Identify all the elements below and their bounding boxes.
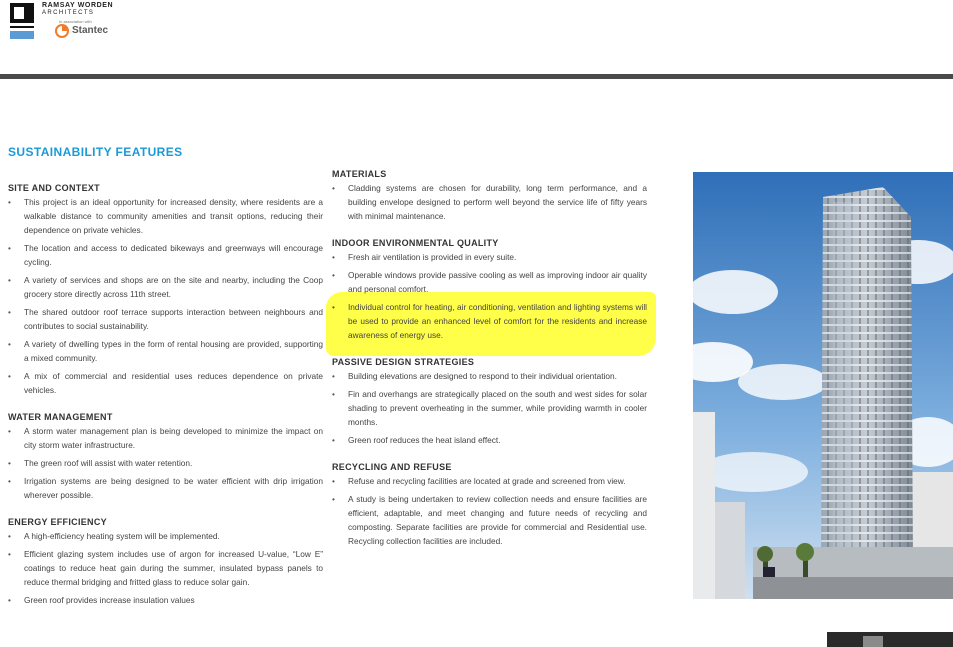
section-heading: WATER MANAGEMENT xyxy=(8,412,113,422)
bullet-item: • A variety of dwelling types in the form of rental housing are provided, supporting a mixed community. xyxy=(8,337,323,365)
bullet-list xyxy=(332,250,647,342)
document-header xyxy=(0,0,953,80)
firm-subtitle: ARCHITECTS xyxy=(42,10,95,16)
bullet-item: • Individual control for heating, air conditioning, ventilation and lighting systems will be used to provide an enhanced level of comfort for the residents and increase awareness of energy use. xyxy=(332,300,647,342)
section-heading: PASSIVE DESIGN STRATEGIES xyxy=(332,357,475,367)
bullet-item: • Green roof reduces the heat island effect. xyxy=(332,433,647,447)
bullet-item: • The shared outdoor roof terrace supports interaction between neighbours and contributes to social sustainability. xyxy=(8,305,323,333)
bullet-item: • Fresh air ventilation is provided in every suite. xyxy=(332,250,647,264)
bullet-item: • Irrigation systems are being designed to be water efficient with drip irrigation wherever possible. xyxy=(8,474,323,502)
bullet-list xyxy=(332,474,647,548)
bullet-item: • The green roof will assist with water retention. xyxy=(8,456,323,470)
bullet-item: • Cladding systems are chosen for durability, long term performance, and a building envelope designed to perform well beyond the service life of fifty years with minimal maintenance. xyxy=(332,181,647,223)
bullet-item: • Fin and overhangs are strategically placed on the south and west sides for solar shading to prevent overheating in the summer, while providing warmth in cooler months. xyxy=(332,387,647,429)
section-heading: INDOOR ENVIRONMENTAL QUALITY xyxy=(332,238,499,248)
association-text: In association with xyxy=(59,19,92,24)
bullet-item: • The location and access to dedicated bikeways and greenways will encourage cycling. xyxy=(8,241,323,269)
bullet-item: • Efficient glazing system includes use of argon for increased U-value, “Low E” coatings to reduce heat gain during the summer, insulated bypass panels to reduce thermal bridging and fritted glass to reduce solar gain. xyxy=(8,547,323,589)
bullet-item: • This project is an ideal opportunity for increased density, where residents are a walkable distance to community amenities and transit options, reducing their dependence on private vehicles. xyxy=(8,195,323,237)
bullet-item: • A study is being undertaken to review collection needs and ensure facilities are efficient, adaptable, and meet changing and future needs of recycling and composting. Separate facilities are provide for commercial and Residential use. Recycling collection facilities are included. xyxy=(332,492,647,548)
header-divider xyxy=(0,74,953,79)
left-column xyxy=(8,181,323,611)
bullet-item: • A storm water management plan is being developed to minimize the impact on city storm water infrastructure. xyxy=(8,424,323,452)
secondary-image xyxy=(827,632,953,647)
section-heading: ENERGY EFFICIENCY xyxy=(8,517,107,527)
bullet-item: • Building elevations are designed to respond to their individual orientation. xyxy=(332,369,647,383)
section-heading: SITE AND CONTEXT xyxy=(8,183,100,193)
bullet-item: • Refuse and recycling facilities are located at grade and screened from view. xyxy=(332,474,647,488)
building-rendering-image xyxy=(693,172,953,599)
section-heading: RECYCLING AND REFUSE xyxy=(332,462,452,472)
right-column xyxy=(332,167,647,552)
ramsay-worden-logo-icon xyxy=(10,3,34,39)
bullet-list xyxy=(8,529,323,607)
bullet-list xyxy=(8,424,323,502)
bullet-item: • Green roof provides increase insulation values xyxy=(8,593,323,607)
page-title: SUSTAINABILITY FEATURES xyxy=(8,145,183,159)
stantec-logo-icon xyxy=(55,24,69,38)
bullet-item: • A mix of commercial and residential uses reduces dependence on private vehicles. xyxy=(8,369,323,397)
bullet-item: • A high-efficiency heating system will be implemented. xyxy=(8,529,323,543)
bullet-item: • A variety of services and shops are on the site and nearby, including the Coop grocery store directly across 11th street. xyxy=(8,273,323,301)
bullet-list xyxy=(332,369,647,447)
bullet-item: • Operable windows provide passive cooling as well as improving indoor air quality and personal comfort. xyxy=(332,268,647,296)
bullet-list xyxy=(8,195,323,397)
partner-name: Stantec xyxy=(72,25,109,36)
bullet-list xyxy=(332,181,647,223)
firm-name: RAMSAY WORDEN xyxy=(42,2,114,9)
section-heading: MATERIALS xyxy=(332,169,387,179)
